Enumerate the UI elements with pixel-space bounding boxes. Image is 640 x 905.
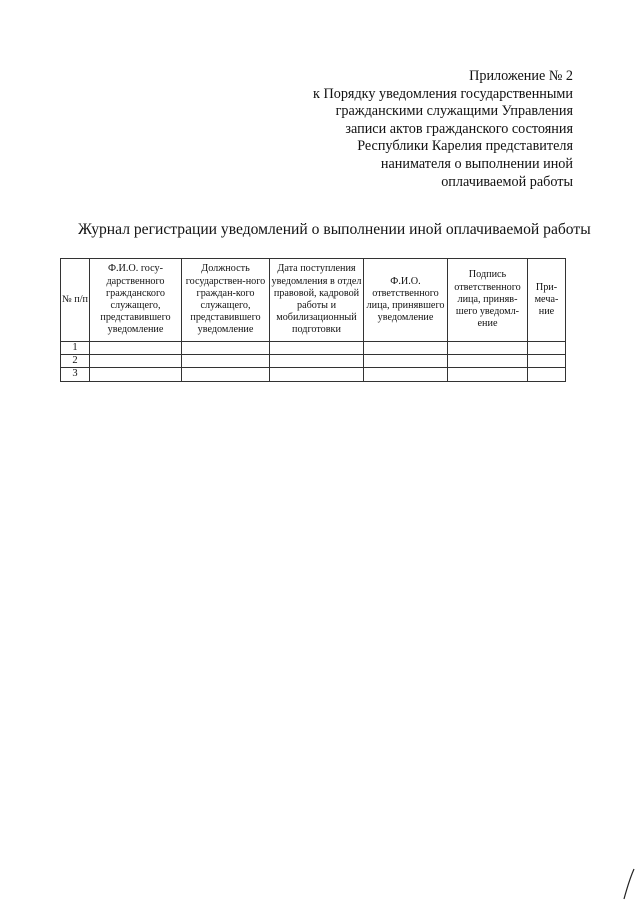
table-cell [528, 342, 566, 355]
table-row [61, 355, 566, 368]
annex-line: записи актов гражданского состояния [345, 120, 573, 137]
header-cell-signature: Подпись ответственного лица, приняв-шего уведомл-ение [448, 259, 528, 342]
table-cell: 1 [61, 342, 90, 355]
table-cell [528, 368, 566, 381]
table-cell [364, 355, 448, 368]
table-cell [90, 368, 182, 381]
table-cell [270, 355, 364, 368]
header-cell-employee-name: Ф.И.О. госу-дарственного гражданского служащего, представившего уведомление [90, 259, 182, 342]
table-cell [528, 355, 566, 368]
header-cell-note: При-меча-ние [528, 259, 566, 342]
table-cell [182, 342, 270, 355]
table-cell [270, 368, 364, 381]
table-cell [448, 342, 528, 355]
table-cell [182, 355, 270, 368]
annex-line: Приложение № 2 [469, 68, 573, 84]
header-cell-responsible-name: Ф.И.О. ответственного лица, принявшего уведомление [364, 259, 448, 342]
table-header-row [61, 259, 566, 342]
table-cell [448, 355, 528, 368]
table-cell [364, 342, 448, 355]
table-cell [90, 355, 182, 368]
header-cell-number: № п/п [61, 259, 90, 342]
header-cell-date-received: Дата поступления уведомления в отдел правовой, кадровой работы и мобилизационный подготовки [270, 259, 364, 342]
table-cell [448, 368, 528, 381]
annex-line: гражданскими служащими Управления [335, 103, 573, 120]
annex-line: Республики Карелия представителя [357, 138, 573, 155]
annex-line: нанимателя о выполнении иной [380, 155, 573, 172]
table-cell: 3 [61, 368, 90, 381]
journal-table [60, 258, 566, 382]
journal-title: Журнал регистрации уведомлений о выполнении иной оплачиваемой работы [78, 221, 591, 238]
annex-block [273, 68, 573, 191]
table-row [61, 368, 566, 381]
table-cell [90, 342, 182, 355]
annex-line: оплачиваемой работы [441, 173, 573, 190]
header-cell-position: Должность государствен-ного граждан-кого служащего, представившего уведомление [182, 259, 270, 342]
table-cell: 2 [61, 355, 90, 368]
table-row [61, 342, 566, 355]
table-cell [270, 342, 364, 355]
table-cell [182, 368, 270, 381]
pen-stroke-mark [622, 868, 636, 900]
annex-line: к Порядку уведомления государственными [313, 85, 573, 102]
table-cell [364, 368, 448, 381]
